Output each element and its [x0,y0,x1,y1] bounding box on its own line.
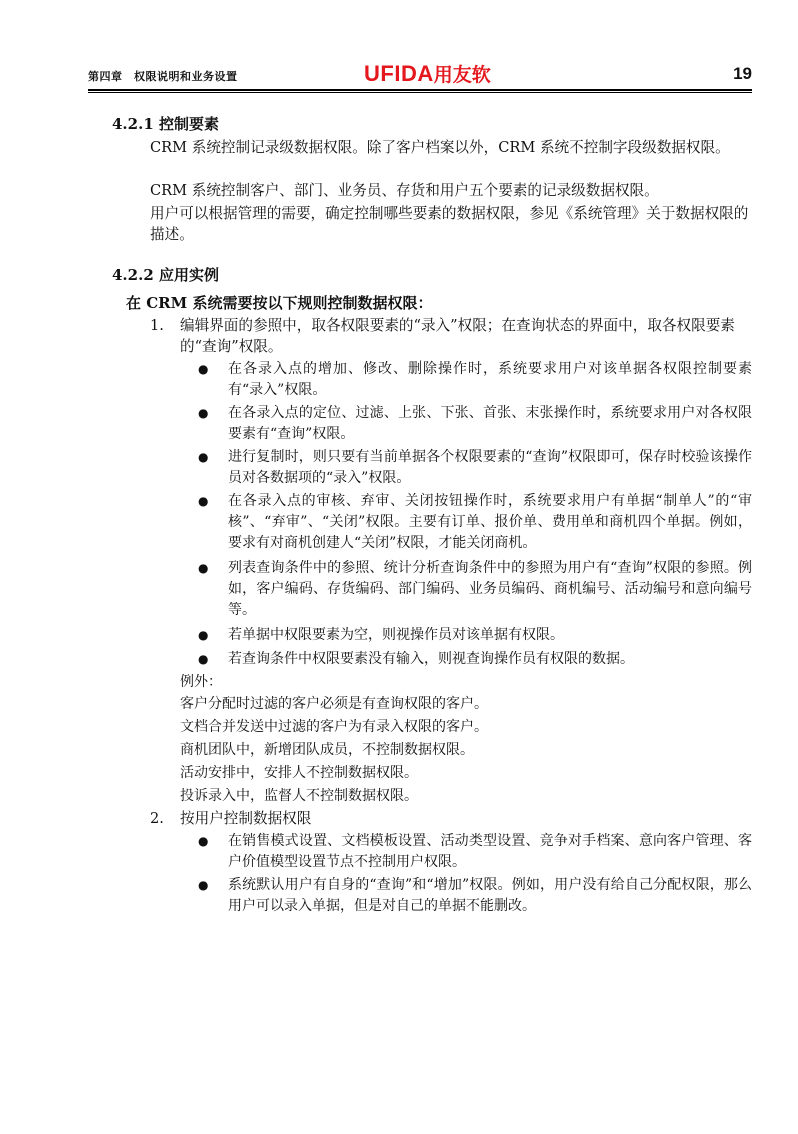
bullet-text: 列表查询条件中的参照、统计分析查询条件中的参照为用户有“查询”权限的参照。例如，客户编码、存货编码、部门编码、业务员编码、商机编号、活动编号和意向编号等。 [228,560,752,618]
bullet-text: 在各录入点的审核、弃审、关闭按钮操作时，系统要求用户有单据“制单人”的“审核”、“弃审”、“关闭”权限。主要有订单、报价单、费用单和商机四个单据。例如，要求有对商机创建人“关闭”权限，才能关闭商机。 [228,493,752,551]
bullet-icon: ● [198,652,209,666]
page-header [88,60,752,88]
logo-latin: UFIDA [364,61,434,86]
bullet-icon: ● [198,362,209,376]
bullet-icon: ● [198,450,209,464]
bullet-text: 在销售模式设置、文档模板设置、活动类型设置、竞争对手档案、意向客户管理、客户价值模型设置节点不控制用户权限。 [228,833,752,870]
page-number: 19 [733,64,752,83]
list-item-text: 编辑界面的参照中，取各权限要素的“录入”权限；在查询状态的界面中，取各权限要素的“查询”权限。 [180,317,735,355]
bullet-text: 若单据中权限要素为空，则视操作员对该单据有权限。 [228,627,564,643]
chapter-title: 第四章 权限说明和业务设置 [88,70,238,83]
bullet-text: 进行复制时，则只要有当前单据各个权限要素的“查询”权限即可，保存时校验该操作员对各数据项的“录入”权限。 [228,449,752,486]
logo-trail: 软 [471,64,491,86]
bullet-text: 若查询条件中权限要素没有输入，则视查询操作员有权限的数据。 [228,651,634,667]
bullet-icon: ● [198,628,209,642]
logo-cn: 用友 [433,64,472,86]
bullet-icon: ● [198,834,209,848]
bullet-text: 系统默认用户有自身的“查询”和“增加”权限。例如，用户没有给自己分配权限，那么用户可以录入单据，但是对自己的单据不能删改。 [228,877,752,914]
paragraph: CRM 系统控制记录级数据权限。除了客户档案以外，CRM 系统不控制字段级数据权限。 [150,139,730,156]
header-rule [88,89,752,91]
exception-line: 例外： [180,674,222,690]
bullet-icon: ● [198,561,209,575]
exception-line: 投诉录入中，监督人不控制数据权限。 [180,788,418,804]
bullet-icon: ● [198,878,209,892]
paragraph: CRM 系统控制客户、部门、业务员、存货和用户五个要素的记录级数据权限。 [150,182,659,199]
list-number: 2. [150,810,164,827]
section-heading-4-2-1: 4.2.1 控制要素 [112,115,219,133]
header-rule-thin [88,92,752,93]
section-heading-4-2-2: 4.2.2 应用实例 [112,266,219,284]
ufida-logo [364,60,491,87]
bullet-text: 在各录入点的定位、过滤、上张、下张、首张、末张操作时，系统要求用户对各权限要素有“查询”权限。 [228,405,752,442]
bullet-icon: ● [198,494,209,508]
list-number: 1. [150,317,164,334]
bullet-icon: ● [198,406,209,420]
exception-line: 活动安排中，安排人不控制数据权限。 [180,765,418,781]
bullet-text: 在各录入点的增加、修改、删除操作时，系统要求用户对该单据各权限控制要素有“录入”权限。 [228,361,752,398]
exception-line: 客户分配时过滤的客户必须是有查询权限的客户。 [180,696,488,712]
paragraph: 用户可以根据管理的需要，确定控制哪些要素的数据权限，参见《系统管理》关于数据权限的描述。 [150,205,749,243]
rules-lead: 在 CRM 系统需要按以下规则控制数据权限： [126,294,433,312]
list-item-text: 按用户控制数据权限 [180,810,312,827]
exception-line: 商机团队中，新增团队成员，不控制数据权限。 [180,742,474,758]
exception-line: 文档合并发送中过滤的客户为有录入权限的客户。 [180,719,488,735]
